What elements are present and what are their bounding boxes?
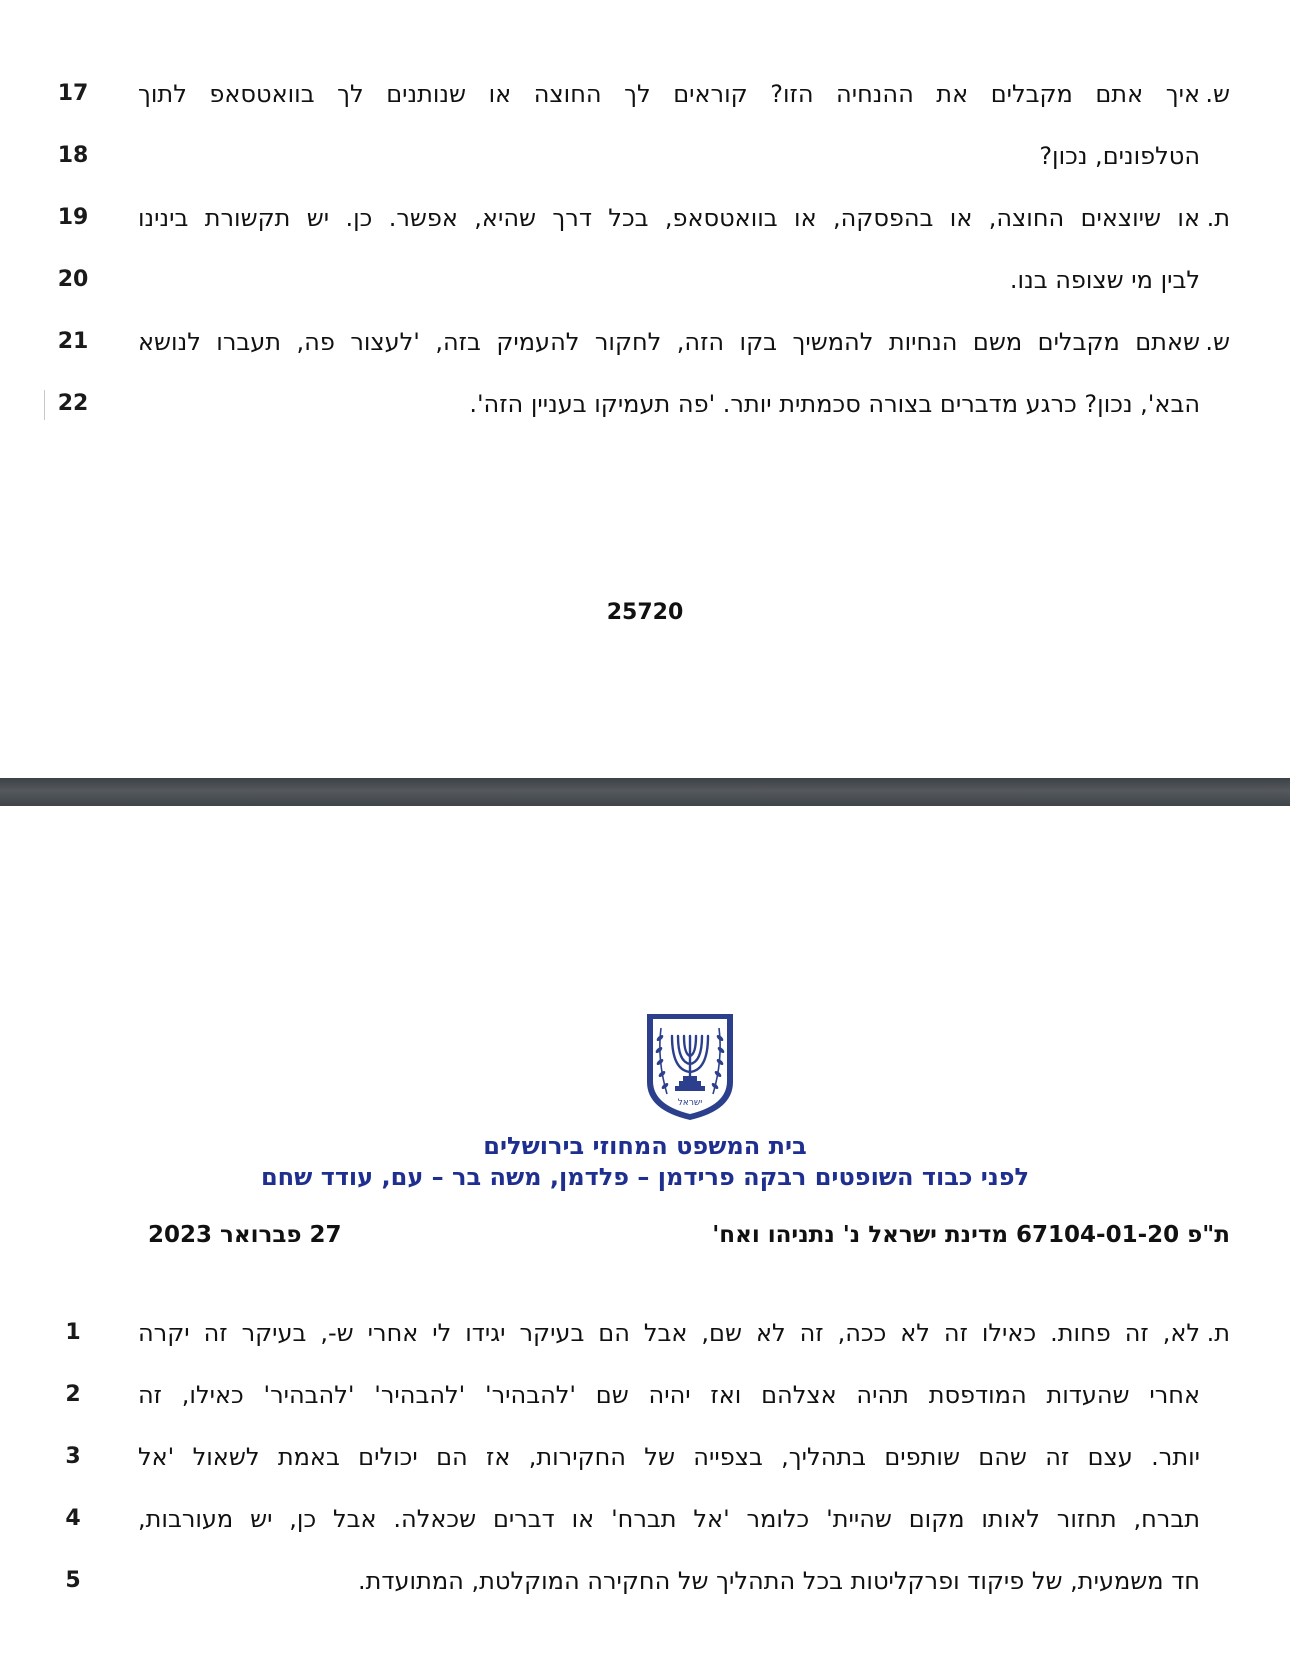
- transcript-line-20: [0, 260, 1290, 300]
- case-number: ת"פ 67104-01-20 מדינת ישראל נ' נתניהו ואח': [712, 1222, 1230, 1248]
- emblem-label: ישראל: [677, 1098, 703, 1108]
- transcript-line-17: [0, 74, 1290, 114]
- speaker-marker: ת.: [1206, 1319, 1230, 1347]
- transcript-line-1: [0, 1313, 1290, 1353]
- speaker-marker: ת.: [1206, 204, 1230, 232]
- transcript-line-5: [0, 1561, 1290, 1601]
- line-number: 4: [65, 1506, 81, 1531]
- line-bracket-mark: [44, 390, 50, 420]
- transcript-line-22: [0, 384, 1290, 424]
- line-text: לא, זה פחות. כאילו זה לא ככה, זה לא שם, אבל הם בעיקר יגידו לי אחרי ש-, בעיקר זה יקרה: [138, 1319, 1200, 1347]
- speaker-marker: ש.: [1205, 80, 1230, 108]
- speaker-marker: ש.: [1205, 328, 1230, 356]
- line-text: אחרי שהעדות המודפסת תהיה אצלהם ואז יהיה שם 'להבהיר' 'להבהיר' 'להבהיר' כאילו, זה: [138, 1381, 1200, 1409]
- line-number: 22: [57, 391, 89, 416]
- transcript-line-19: [0, 198, 1290, 238]
- line-number: 3: [65, 1444, 81, 1469]
- line-number: 2: [65, 1382, 81, 1407]
- line-number: 21: [57, 329, 89, 354]
- line-number: 20: [57, 267, 89, 292]
- line-text: לבין מי שצופה בנו.: [1009, 266, 1200, 294]
- line-text: הטלפונים, נכון?: [1039, 142, 1200, 170]
- line-number: 1: [65, 1320, 81, 1345]
- judges-line: לפני כבוד השופטים רבקה פרידמן – פלדמן, משה בר – עם, עודד שחם: [260, 1163, 1030, 1191]
- page-divider: [0, 778, 1290, 806]
- state-emblem-icon: [643, 1010, 737, 1124]
- line-text: איך אתם מקבלים את ההנחיה הזו? קוראים לך החוצה או שנותנים לך בוואטסאפ לתוך: [138, 80, 1200, 108]
- transcript-line-21: [0, 322, 1290, 362]
- transcript-line-4: [0, 1499, 1290, 1539]
- line-text: תברח, תחזור לאותו מקום שהיית' כלומר 'אל תברח' או דברים שכאלה. אבל כן, יש מעורבות,: [138, 1505, 1200, 1533]
- line-text: יותר. עצם זה שהם שותפים בתהליך, בצפייה של החקירות, אז הם יכולים באמת לשאול 'אל: [138, 1443, 1200, 1471]
- transcript-line-2: [0, 1375, 1290, 1415]
- line-text: הבא', נכון? כרגע מדברים בצורה סכמתית יותר. 'פה תעמיקו בעניין הזה'.: [469, 390, 1200, 418]
- hearing-date: 27 פברואר 2023: [148, 1222, 342, 1248]
- court-name: בית המשפט המחוזי בירושלים: [483, 1132, 807, 1160]
- transcript-line-18: [0, 136, 1290, 176]
- line-text: או שיוצאים החוצה, או בהפסקה, או בוואטסאפ, בכל דרך שהיא, אפשר. כן. יש תקשורת בינינו: [138, 204, 1200, 232]
- line-number: 18: [57, 143, 89, 168]
- line-text: חד משמעית, של פיקוד ופרקליטות בכל התהליך של החקירה המוקלטת, המתועדת.: [358, 1567, 1200, 1595]
- line-number: 17: [57, 81, 89, 106]
- line-text: שאתם מקבלים משם הנחיות להמשיך בקו הזה, לחקור להעמיק בזה, 'לעצור פה, תעברו לנושא: [138, 328, 1200, 356]
- line-number: 19: [57, 205, 89, 230]
- transcript-line-3: [0, 1437, 1290, 1477]
- line-number: 5: [65, 1568, 81, 1593]
- page-number: 25720: [606, 600, 684, 625]
